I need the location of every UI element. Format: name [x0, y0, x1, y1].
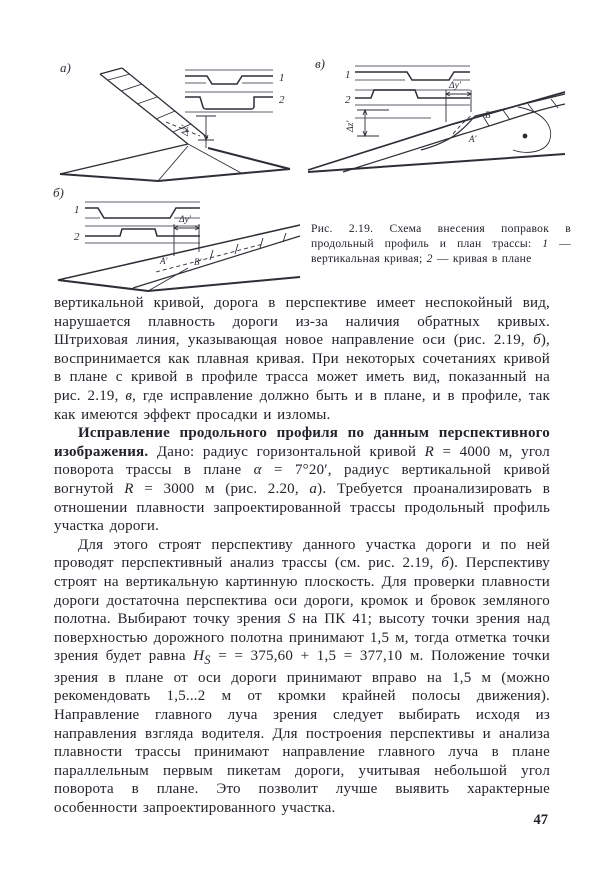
text-segment: на ПК 41; высоту точки зрения над поверхностью дорожного полотна принимают 1,5 м, тогда отметка точки зрения будет равна	[54, 611, 551, 665]
road-perspective-diagram-v	[303, 52, 575, 182]
text-segment: Для этого строят перспективу данного участка дороги и по ней проводят перспективный анализ трассы (см. рис. 2.19,	[54, 536, 550, 572]
figure-panel-v	[303, 52, 575, 182]
dz-dimension-label: Δz′	[346, 120, 356, 132]
panel-b-label: б)	[53, 185, 64, 200]
dy-dimension-label: Δy′	[449, 81, 461, 91]
text-segment: ), воспринимается как плавная кривая. При некоторых сочетаниях кривой в плане с кривой в профиле трасса может иметь вид, показанный на рис. 2.19,	[54, 332, 550, 404]
text-segment: S	[287, 611, 296, 628]
inset-line1-label: 1	[279, 72, 285, 84]
paragraph	[54, 294, 550, 424]
figure-caption	[311, 222, 571, 266]
point-b-label: В′	[485, 110, 493, 120]
text-segment: Дано: радиус горизонтальной кривой	[148, 443, 425, 460]
paragraph	[54, 536, 550, 818]
inset-line2-label: 2	[74, 231, 80, 243]
text-segment: б	[533, 332, 541, 349]
text-segment: ). Перспективу строят на вертикальную картинную плоскость. Для проверки плавности дороги достаточна перспектива оси дороги, кромок и бровок земляного полотна. Выбирают точку зрения	[54, 555, 550, 628]
body-text	[54, 294, 550, 818]
point-a-label: А′	[160, 256, 168, 266]
text-segment: S	[204, 653, 211, 668]
paragraph	[54, 424, 550, 536]
inset-line2-label: 2	[345, 94, 351, 106]
text-segment: = 7°20′, радиус вертикальной кривой вогнутой	[54, 462, 550, 497]
text-segment: вертикальной кривой, дорога в перспективе имеет неспокойный вид, нарушается плавность дороги из-за наличия обратных кривых. Штриховая линия, указывающая новое направление оси (рис. 2.19,	[54, 295, 550, 349]
text-segment: = 3000 м (рис. 2.20,	[133, 480, 310, 497]
panel-v-label: в)	[315, 56, 325, 71]
text-segment: H	[193, 648, 205, 665]
inset-line2-label: 2	[279, 94, 285, 106]
text-segment: R	[124, 480, 134, 497]
point-b-label: В′	[194, 257, 202, 267]
text-segment: а	[309, 480, 318, 497]
inset-line1-label: 1	[345, 69, 351, 81]
text-segment: Исправление продольного профиля по данным перспективного изображения.	[54, 425, 550, 460]
text-segment: α	[253, 462, 262, 479]
dot-marker	[523, 134, 528, 139]
figure-panel-a	[38, 52, 310, 190]
road-perspective-diagram-a	[38, 52, 310, 190]
panel-a-label: а)	[60, 60, 71, 75]
text-segment: R	[424, 443, 434, 460]
inset-line1-label: 1	[74, 204, 80, 216]
text-segment: — вертикальная кривая;	[311, 236, 572, 265]
dy-dimension-label: Δy′	[179, 215, 191, 225]
point-a-label: А′	[469, 134, 477, 144]
figure-panel-b	[38, 180, 316, 302]
text-segment: = 4000 м, угол поворота трассы в плане	[54, 443, 550, 479]
text-segment: 2	[426, 251, 433, 265]
page-number: 47	[533, 812, 548, 828]
dz-dimension-label: Δz′	[181, 124, 191, 136]
text-segment: Рис. 2.19. Схема внесения поправок в продольный профиль и план трассы:	[311, 222, 571, 250]
road-perspective-diagram-b	[38, 180, 316, 302]
text-segment: = = 375,60 + 1,5 = 377,10 м. Положение точки зрения в плане от оси дороги принимают вправо на 1,5 м (можно рекомендовать 1,5...2 м от кромки крайней полосы движения). Направление главного луча зрения следует выбирать исходя из направления взгляда водителя. Для построения перспективы и анализа плавности трассы принимают направление главного луча в плане параллельным первым пикетам дороги, учитывая небольшой угол поворота в плане. Это позволит лучше выявить характерные особенности запроектированного участка.	[54, 648, 550, 816]
text-segment: ). Требуется проанализировать в отношении плавности запроектированной трассы продольный профиль участка дороги.	[54, 480, 550, 535]
text-segment: в	[125, 387, 133, 404]
text-segment: 1	[542, 236, 549, 250]
text-segment: , где исправление должно быть и в плане, и в профиле, так как имеются эффект просадки и изломы.	[54, 387, 550, 423]
text-segment: б	[441, 555, 449, 572]
text-segment: — кривая в плане	[432, 251, 532, 265]
